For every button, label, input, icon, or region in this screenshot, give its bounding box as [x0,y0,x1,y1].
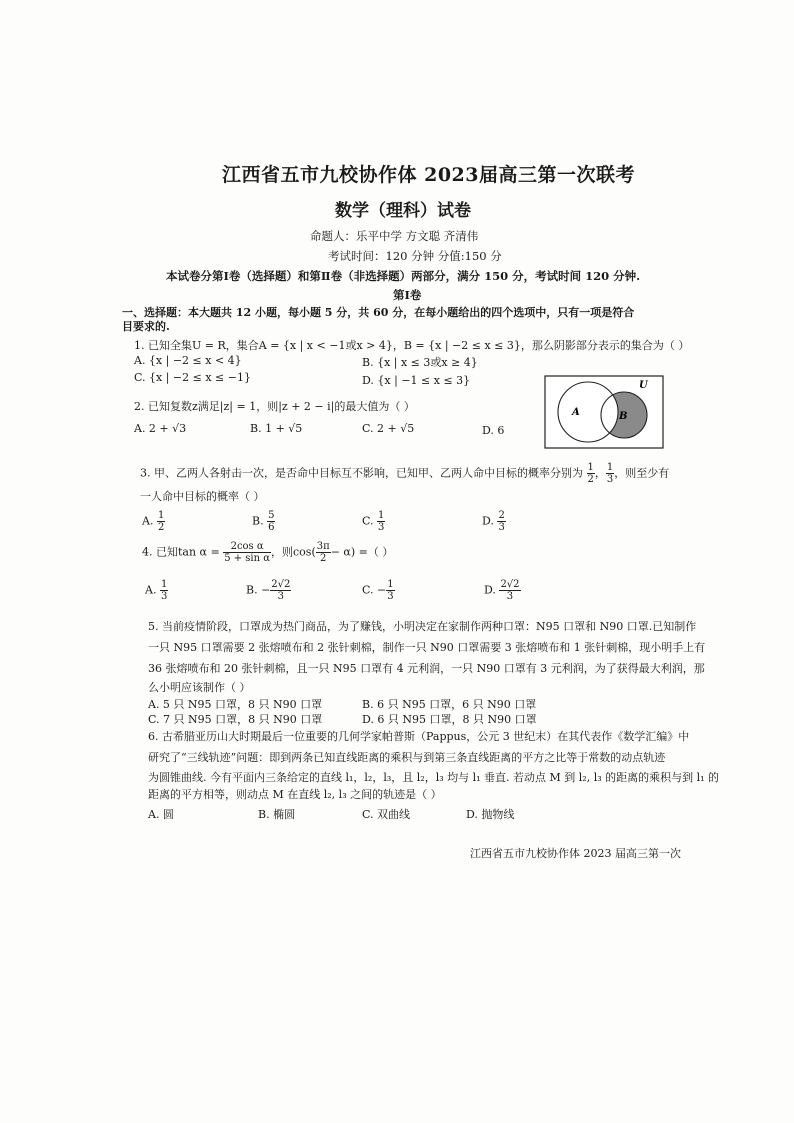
q1-option-a: A. {x | −2 ≤ x < 4} [134,354,242,367]
q6-line3: 为圆锥曲线. 今有平面内三条给定的直线 l₁，l₂，l₃，且 l₂，l₃ 均与 l₁ 垂直. 若动点 M 到 l₂, l₃ 的距离的乘积与到 l₁ 的 [148,771,720,784]
exam-notice: 本试卷分第Ⅰ卷（选择题）和第Ⅱ卷（非选择题）两部分，满分 150 分，考试时间 120 分钟. [166,269,641,283]
time-score-line: 考试时间：120 分钟 分值:150 分 [328,249,502,263]
q4-option-b: B. − $\frac{2√2}{3}$ [246,579,291,602]
q4-option-d: D. $\frac{2√2}{3}$ [484,579,520,602]
q4-stem: 4. 已知tan α = $\frac{\text{2cos α}}{\text{5 + sin α}}$ ，则cos( $\frac{3\pi}{2}$ − α) =（ ） [142,541,394,564]
venn-label-b: B [619,411,628,422]
q4-option-c: C. − $\frac{1}{3}$ [362,579,394,602]
page-footer: 江西省五市九校协作体 2023 届高三第一次 [470,847,681,860]
q3-stem-line2: 一人命中目标的概率（ ） [140,490,265,503]
q5-option-b: B. 6 只 N95 口罩，6 只 N90 口罩 [362,698,537,711]
q2-option-c: C. 2 + √5 [362,422,415,435]
q6-option-a: A. 圆 [148,808,174,821]
q3-stem: 3. 甲、乙两人各射击一次，是否命中目标互不影响，已知甲、乙两人命中目标的概率分别为 $\frac{1}{2}$ ， $\frac{1}{3}$ ，则至少有 [140,462,670,485]
q5-line1: 5. 当前疫情阶段，口罩成为热门商品，为了赚钱，小明决定在家制作两种口罩：N95 口罩和 N90 口罩.已知制作 [148,620,697,633]
q3-prob-2: $\frac{1}{3}$ [606,462,614,485]
q2-option-d: D. 6 [482,424,505,437]
venn-label-u: U [639,380,648,391]
q2-stem: 2. 已知复数z满足|z| = 1，则|z + 2 − i|的最大值为（ ） [134,400,415,413]
q5-option-d: D. 6 只 N95 口罩，8 只 N90 口罩 [362,713,537,726]
q2-option-a: A. 2 + √3 [134,422,187,435]
q5-line3: 36 张熔喷布和 20 张针刺棉，且一只 N95 口罩有 4 元利润，一只 N90 口罩有 3 元利润，为了获得最大利润，那 [148,662,705,675]
section-heading-line2: 目要求的. [122,320,170,333]
q6-option-d: D. 抛物线 [466,808,515,821]
q3-option-b: B. $\frac{5}{6}$ [252,510,275,533]
q5-line2: 一只 N95 口罩需要 2 张熔喷布和 2 张针刺棉，制作一只 N90 口罩需要 3 张熔喷布和 1 张针刺棉，现小明手上有 [148,641,706,654]
q2-option-b: B. 1 + √5 [250,422,303,435]
q6-option-c: C. 双曲线 [362,808,411,821]
q5-option-a: A. 5 只 N95 口罩，8 只 N90 口罩 [148,698,323,711]
section-heading-line1: 一、选择题：本大题共 12 小题，每小题 5 分，共 60 分，在每小题给出的四个选项中，只有一项是符合 [122,306,635,319]
venn-diagram [544,375,664,449]
q3-stem-post: ，则至少有 [614,466,670,480]
exam-title: 江西省五市九校协作体 2023届高三第一次联考 [222,164,635,186]
q6-line1: 6. 古希腊亚历山大时期最后一位重要的几何学家帕普斯（Pappus，公元 3 世纪末）在其代表作《数学汇编》中 [148,730,690,743]
authors-line: 命题人：乐平中学 方文聪 齐清伟 [310,229,479,243]
q6-line2: 研究了“三线轨迹”问题：即到两条已知直线距离的乘积与到第三条直线距离的平方之比等于常数的动点轨迹 [148,751,666,764]
q3-option-d: D. $\frac{2}{3}$ [482,510,505,533]
q5-line4: 么小明应该制作（ ） [148,681,251,694]
exam-subtitle: 数学（理科）试卷 [335,201,471,221]
q3-prob-1: $\frac{1}{2}$ [587,462,594,485]
q1-option-d: D. {x | −1 ≤ x ≤ 3} [362,374,471,387]
q1-stem: 1. 已知全集U = R，集合A = {x | x < −1或x > 4}，B = {x | −2 ≤ x ≤ 3}，那么阴影部分表示的集合为（ ） [134,339,690,352]
q6-option-b: B. 椭圆 [258,808,296,821]
q3-stem-pre: 3. 甲、乙两人各射击一次，是否命中目标互不影响，已知甲、乙两人命中目标的概率分别为 [140,466,583,480]
q3-option-a: A. $\frac{1}{2}$ [142,510,165,533]
q1-option-b: B. {x | x ≤ 3或x ≥ 4} [362,356,478,369]
venn-label-a: A [572,407,580,418]
q4-tan-fraction: $\frac{\text{2cos α}}{\text{5 + sin α}}$ [224,541,271,564]
q3-option-c: C. $\frac{1}{3}$ [362,510,385,533]
q5-option-c: C. 7 只 N95 口罩，8 只 N90 口罩 [148,713,323,726]
part-label: 第Ⅰ卷 [393,288,422,302]
q6-line4: 距离的平方相等，则动点 M 在直线 l₂, l₃ 之间的轨迹是（ ） [148,788,442,801]
q4-option-a: A. $\frac{1}{3}$ [145,579,168,602]
q4-angle-fraction: $\frac{3\pi}{2}$ [316,541,330,564]
q1-option-c: C. {x | −2 ≤ x ≤ −1} [134,371,251,384]
